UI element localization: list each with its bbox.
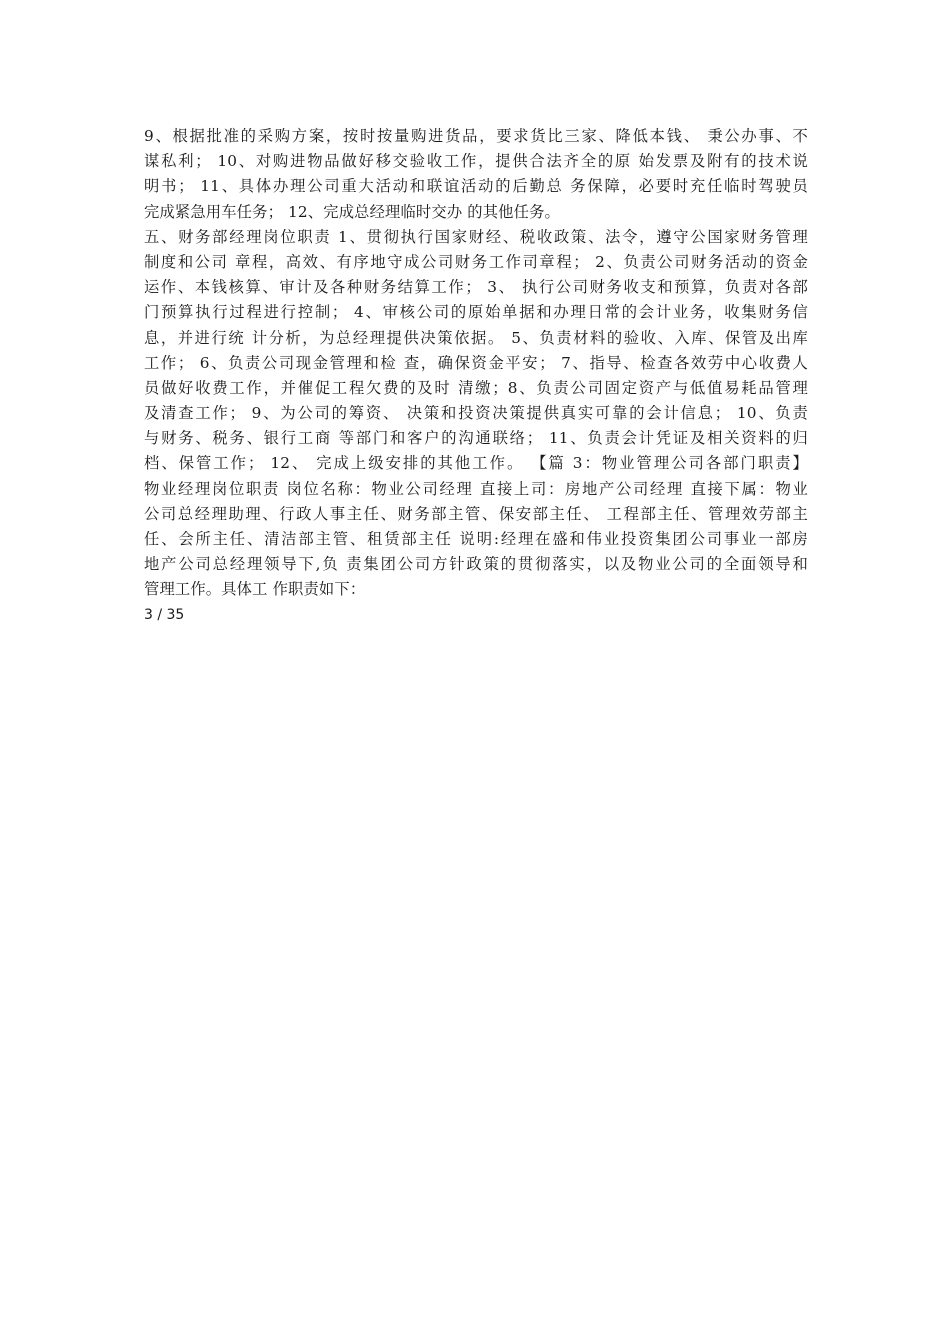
page-number: 3 / 35 xyxy=(144,606,185,623)
text-line: 员做好收费工作，并催促工程欠费的及时 清缴；8、负责公司固定资产与低值易耗品管理 xyxy=(144,378,808,397)
text-line: 与财务、税务、银行工商 等部门和客户的沟通联络； 11、负责会计凭证及相关资料的归 xyxy=(144,429,808,448)
text-line: 档、保管工作； 12、 完成上级安排的其他工作。 【篇 3：物业管理公司各部门职责】 xyxy=(144,454,808,473)
text-line: 任、会所主任、清洁部主管、租赁部主任 说明:经理在盛和伟业投资集团公司事业一部房 xyxy=(144,530,808,548)
text-line: 地产公司总经理领导下,负 责集团公司方针政策的贯彻落实，以及物业公司的全面领导和 xyxy=(144,555,808,574)
text-line: 制度和公司 章程，高效、有序地守成公司财务工作司章程； 2、负责公司财务活动的资金 xyxy=(144,252,808,271)
body-text xyxy=(144,124,808,628)
text-line: 管理工作。具体工 作职责如下： xyxy=(144,580,366,599)
text-line: 及清查工作； 9、为公司的筹资、 决策和投资决策提供真实可靠的会计信息； 10、负责 xyxy=(144,404,808,423)
text-line: 运作、本钱核算、审计及各种财务结算工作； 3、 执行公司财务收支和预算，负责对各部 xyxy=(144,278,808,297)
text-line: 物业经理岗位职责 岗位名称：物业公司经理 直接上司：房地产公司经理 直接下属：物业 xyxy=(144,479,808,498)
text-line: 五、财务部经理岗位职责 1、贯彻执行国家财经、税收政策、法令，遵守公国家财务管理 xyxy=(144,227,808,246)
text-line: 完成紧急用车任务； 12、完成总经理临时交办 的其他任务。 xyxy=(144,202,560,221)
text-line: 9、根据批准的采购方案，按时按量购进货品，要求货比三家、降低本钱、 秉公办事、不 xyxy=(144,127,808,145)
text-line: 公司总经理助理、行政人事主任、财务部主管、保安部主任、 工程部主任、管理效劳部主 xyxy=(144,504,808,523)
text-line: 息，并进行统 计分析，为总经理提供决策依据。 5、负责材料的验收、入库、保管及出库 xyxy=(144,328,808,347)
text-line: 工作； 6、负责公司现金管理和检 查，确保资金平安； 7、指导、检查各效劳中心收费人 xyxy=(144,353,808,372)
text-line: 门预算执行过程进行控制； 4、审核公司的原始单据和办理日常的会计业务，收集财务信 xyxy=(144,303,808,322)
text-line: 明书； 11、具体办理公司重大活动和联谊活动的后勤总 务保障，必要时充任临时驾驶员 xyxy=(144,177,808,196)
text-line: 谋私利； 10、对购进物品做好移交验收工作，提供合法齐全的原 始发票及附有的技术说 xyxy=(144,152,808,171)
